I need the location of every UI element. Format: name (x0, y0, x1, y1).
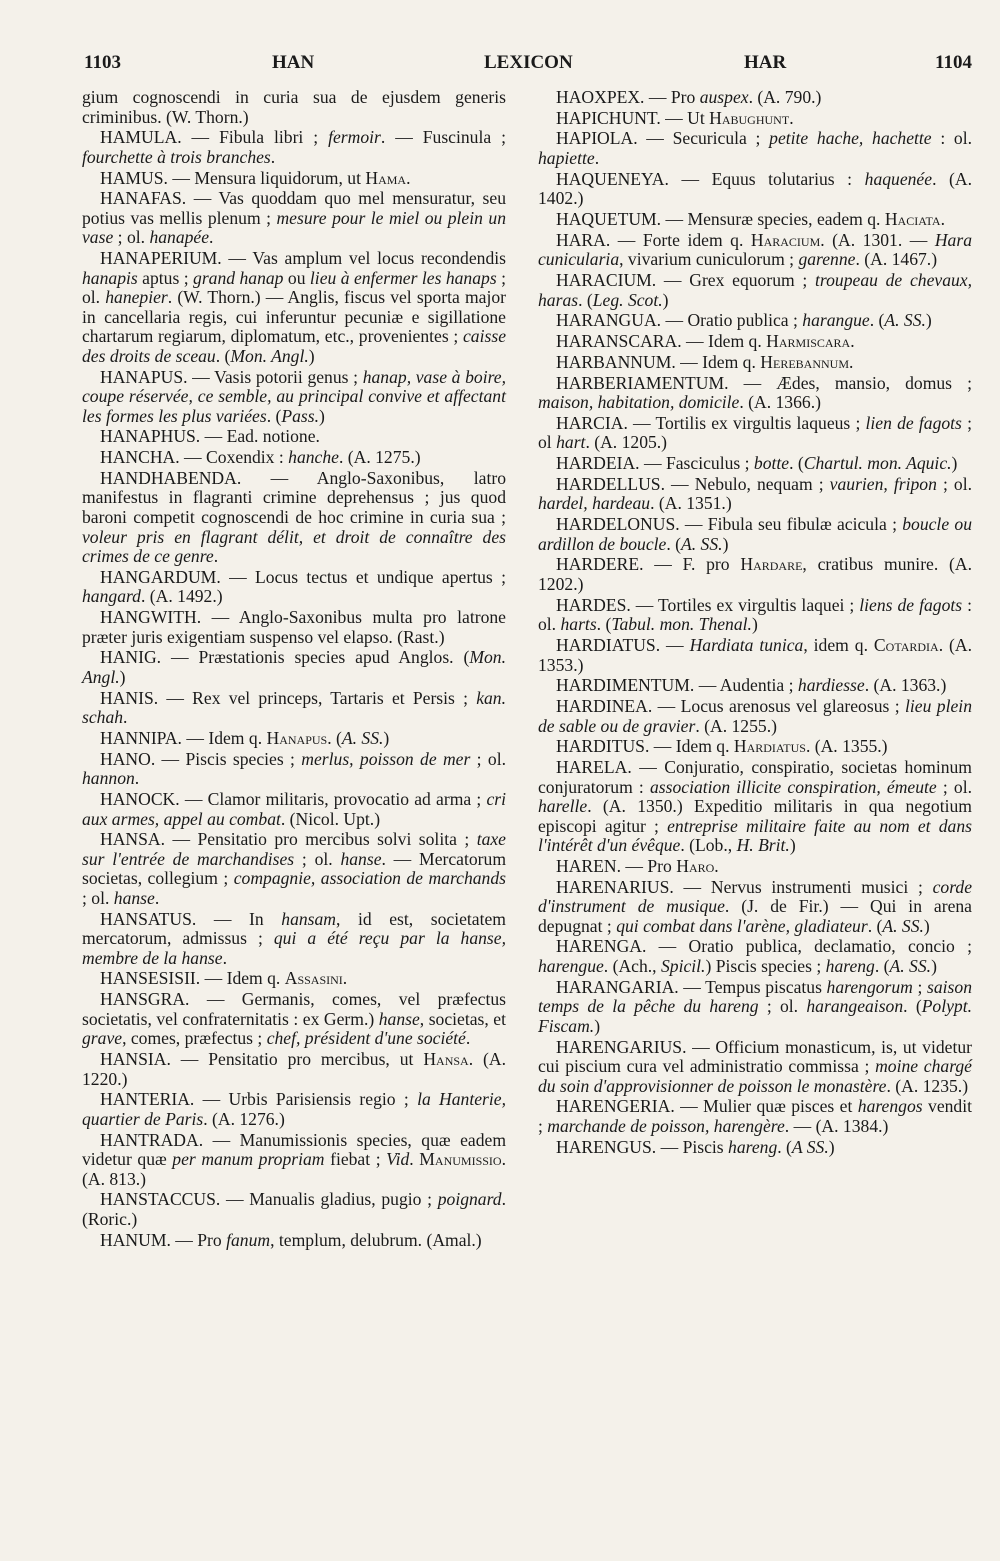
dictionary-entry: HAQUENEYA. — Equus tolutarius : haquenée. (A. 1402.) (538, 168, 972, 209)
dictionary-entry: HANTERIA. — Urbis Parisiensis regio ; la Hanterie, quartier de Paris. (A. 1276.) (82, 1089, 506, 1129)
dictionary-entry: HARENARIUS. — Nervus instrumenti musici ; corde d'instrument de musique. (J. de Fir.) — Qui in arena depugnat ; qui combat dans l'arène, gladiateur. (A. SS.) (538, 876, 972, 936)
guide-word-left: HAN (272, 52, 315, 73)
dictionary-entry: HANAPUS. — Vasis potorii genus ; hanap, vase à boire, coupe réservée, ce semble, au principal convive et affectant les formes les plus variées. (Pass.) (82, 366, 506, 426)
dictionary-entry: HANAPERIUM. — Vas amplum vel locus recondendis hanapis aptus ; grand hanap ou lieu à enfermer les hanaps ; ol. hanepier. (W. Thorn.) — Anglis, fiscus vel sporta major in cancellaria regis, cui inferuntur pecuniæ e sigillatione chartarum regiarum, diplomatum, etc., provenientes ; caisse des droits de sceau. (Mon. Angl.) (82, 248, 506, 366)
dictionary-entry: HARDITUS. — Idem q. Hardiatus. (A. 1355.) (556, 736, 888, 757)
dictionary-entry: HANDHABENDA. — Anglo-Saxonibus, latro manifestus in flagranti crimine deprehensus ; jus quod baroni competit cognoscendi de hoc crimine in curia sua ; voleur pris en flagrant délit, et droit de connaître des crimes de ce genre. (82, 467, 506, 567)
dictionary-entry: HARDELONUS. — Fibula seu fibulæ acicula ; boucle ou ardillon de boucle. (A. SS.) (538, 514, 972, 554)
guide-word-right: HAR (744, 52, 787, 73)
dictionary-entry: HANCHA. — Coxendix : hanche. (A. 1275.) (100, 447, 421, 468)
dictionary-entry: HAREN. — Pro Haro. (556, 855, 719, 876)
right-column (538, 88, 972, 1158)
dictionary-entry: HANSATUS. — In hansam, id est, societatem mercatorum, admissus ; qui a été reçu par la hanse, membre de la hanse. (82, 908, 506, 968)
dictionary-entry: HARENGUS. — Piscis hareng. (A SS.) (556, 1136, 835, 1157)
dictionary-entry: HARCIA. — Tortilis ex virgultis laqueus ; lien de fagots ; ol hart. (A. 1205.) (538, 412, 972, 453)
dictionary-entry: HANGARDUM. — Locus tectus et undique apertus ; hangard. (A. 1492.) (82, 566, 506, 607)
dictionary-entry: HAQUETUM. — Mensuræ species, eadem q. Haciata. (556, 209, 945, 230)
page-number-right: 1104 (935, 52, 972, 73)
dictionary-entry: HAPIOLA. — Securicula ; petite hache, hachette : ol. hapiette. (538, 128, 972, 169)
dictionary-entry: gium cognoscendi in curia sua de ejusdem generis criminibus. (W. Thorn.) (82, 87, 506, 127)
dictionary-entry: HANIG. — Præstationis species apud Anglos. (Mon. Angl.) (82, 647, 506, 687)
dictionary-entry: HARDIMENTUM. — Audentia ; hardiesse. (A. 1363.) (556, 675, 947, 696)
dictionary-entry: HANNIPA. — Idem q. Hanapus. (A. SS.) (100, 727, 390, 748)
dictionary-entry: HARENGERIA. — Mulier quæ pisces et harengos vendit ; marchande de poisson, harengère. — (A. 1384.) (538, 1096, 973, 1136)
dictionary-entry: HARANSCARA. — Idem q. Harmiscara. (556, 331, 855, 352)
page-number-left: 1103 (84, 52, 121, 73)
dictionary-entry: HARDIATUS. — Hardiata tunica, idem q. Cotardia. (A. 1353.) (538, 634, 972, 675)
dictionary-entry: HANSIA. — Pensitatio pro mercibus, ut Hansa. (A. 1220.) (82, 1049, 506, 1089)
dictionary-entry: HANOCK. — Clamor militaris, provocatio ad arma ; cri aux armes, appel au combat. (Nicol. Upt.) (82, 788, 506, 829)
dictionary-entry: HANSTACCUS. — Manualis gladius, pugio ; poignard. (Roric.) (82, 1189, 506, 1229)
dictionary-entry: HANSGRA. — Germanis, comes, vel præfectus societatis, vel confraternitatis : ex Germ.) hanse, societas, et grave, comes, præfectus ; chef, président d'une société. (82, 989, 506, 1049)
dictionary-entry: HANUM. — Pro fanum, templum, delubrum. (Amal.) (100, 1229, 482, 1250)
dictionary-entry: HAMULA. — Fibula libri ; fermoir. — Fuscinula ; fourchette à trois branches. (82, 127, 506, 167)
dictionary-entry: HARENGARIUS. — Officium monasticum, is, ut videtur cui piscium cura vel administratio commissa ; moine chargé du soin d'approvisionner de poisson le monastère. (A. 1235.) (538, 1036, 972, 1096)
dictionary-entry: HARDEIA. — Fasciculus ; botte. (Chartul. mon. Aquic.) (556, 453, 958, 474)
dictionary-entry: HANAFAS. — Vas quoddam quo mel mensuratur, seu potius vas mellis plenum ; mesure pour le miel ou plein un vase ; ol. hanapée. (82, 188, 506, 248)
dictionary-entry: HAPICHUNT. — Ut Habughunt. (556, 107, 794, 128)
dictionary-entry: HARDERE. — F. pro Hardare, cratibus munire. (A. 1202.) (538, 554, 972, 594)
running-title: LEXICON (484, 52, 573, 73)
dictionary-entry: HAMUS. — Mensura liquidorum, ut Hama. (100, 167, 411, 188)
dictionary-entry: HARACIUM. — Grex equorum ; troupeau de chevaux, haras. (Leg. Scot.) (538, 270, 972, 310)
dictionary-entry: HARDELLUS. — Nebulo, nequam ; vaurien, fripon ; ol. hardel, hardeau. (A. 1351.) (538, 473, 972, 514)
dictionary-entry: HARANGUA. — Oratio publica ; harangue. (A. SS.) (556, 310, 932, 331)
dictionary-entry: HARDES. — Tortiles ex virgultis laquei ; liens de fagots : ol. harts. (Tabul. mon. Thenal.) (538, 594, 972, 635)
dictionary-entry: HANSESISII. — Idem q. Assasini. (100, 968, 348, 989)
dictionary-entry: HARELA. — Conjuratio, conspiratio, societas hominum conjuratorum : association illicite conspiration, émeute ; ol. harelle. (A. 1350.) Expeditio militaris in qua negotium episcopi agitur ; entreprise militaire faite au nom et dans l'intérêt d'un évêque. (Lob., H. Brit.) (538, 756, 972, 856)
dictionary-entry: HARENGA. — Oratio publica, declamatio, concio ; harengue. (Ach., Spicil.) Piscis species ; hareng. (A. SS.) (538, 936, 972, 977)
dictionary-entry: HANSA. — Pensitatio pro mercibus solvi solita ; taxe sur l'entrée de marchandises ; ol. hanse. — Mercatorum societas, collegium ; compagnie, association de marchands ; ol. hanse. (82, 829, 507, 908)
dictionary-entry: HARDINEA. — Locus arenosus vel glareosus ; lieu plein de sable ou de gravier. (A. 1255.) (538, 695, 972, 736)
dictionary-entry: HARA. — Forte idem q. Haracium. (A. 1301. — Hara cunicularia, vivarium cuniculorum ; garenne. (A. 1467.) (538, 229, 972, 270)
dictionary-entry: HARBERIAMENTUM. — Ædes, mansio, domus ; maison, habitation, domicile. (A. 1366.) (538, 372, 972, 413)
dictionary-entry: HANTRADA. — Manumissionis species, quæ eadem videtur quæ per manum propriam fiebat ; Vid. Manumissio. (A. 813.) (82, 1129, 506, 1189)
dictionary-entry: HARANGARIA. — Tempus piscatus harengorum ; saison temps de la pêche du hareng ; ol. harangeaison. (Polypt. Fiscam.) (538, 976, 973, 1036)
page-header (84, 52, 972, 82)
dictionary-entry: HANIS. — Rex vel princeps, Tartaris et Persis ; kan. schah. (82, 687, 506, 728)
left-column (82, 88, 506, 1251)
dictionary-entry: HANO. — Piscis species ; merlus, poisson de mer ; ol. hannon. (82, 748, 506, 789)
dictionary-entry: HAOXPEX. — Pro auspex. (A. 790.) (556, 87, 822, 107)
dictionary-entry: HANGWITH. — Anglo-Saxonibus multa pro latrone præter juris exigentiam suspenso vel elapso. (Rast.) (82, 607, 506, 647)
dictionary-entry: HARBANNUM. — Idem q. Herebannum. (556, 351, 854, 372)
dictionary-entry: HANAPHUS. — Ead. notione. (100, 426, 320, 447)
